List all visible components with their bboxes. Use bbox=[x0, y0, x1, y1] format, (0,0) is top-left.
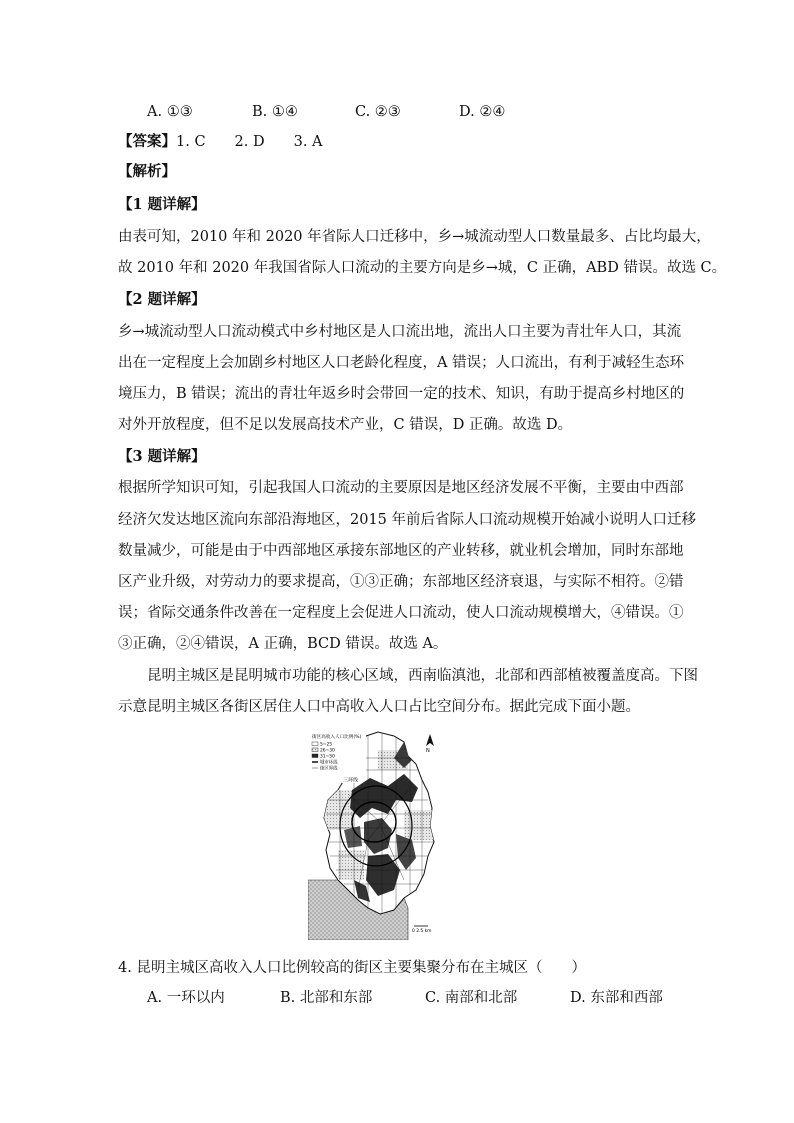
q3-option-d[interactable]: D. ②④ bbox=[459, 104, 506, 120]
legend-item-5: 街区界线 bbox=[320, 766, 338, 772]
q3-line-3: 数量减少，可能是由于中西部地区承接东部地区的产业转移，就业机会增加，同时东部地 bbox=[118, 543, 684, 559]
intro-line-2: 示意昆明主城区各街区居住人口中高收入人口占比空间分布。据此完成下面小题。 bbox=[118, 699, 640, 715]
q3-line-6: ③正确，②④错误，A 正确，BCD 错误。故选 A。 bbox=[118, 636, 448, 652]
intro-line-1: 昆明主城区是昆明城市功能的核心区域，西南临滇池，北部和西部植被覆盖度高。下图 bbox=[147, 668, 698, 684]
q2-line-4: 对外开放程度，但不足以发展高技术产业，C 错误，D 正确。故选 D。 bbox=[118, 417, 573, 433]
q4-option-d[interactable]: D. 东部和西部 bbox=[570, 990, 663, 1006]
q3-options bbox=[0, 102, 794, 122]
q2-header: 【2 题详解】 bbox=[118, 291, 206, 308]
answer-label: 【答案】 bbox=[118, 133, 176, 150]
q3-option-b[interactable]: B. ①④ bbox=[252, 104, 298, 120]
q3-line-4: 区产业升级，对劳动力的要求提高，①③正确；东部地区经济衰退，与实际不相符。②错 bbox=[118, 574, 684, 590]
north-arrow-icon bbox=[426, 734, 434, 746]
q3-line-5: 误；省际交通条件改善在一定程度上会促进人口流动，使人口流动规模增大，④错误。① bbox=[118, 605, 684, 621]
q1-header: 【1 题详解】 bbox=[118, 196, 206, 213]
legend-swatch-2 bbox=[312, 748, 318, 752]
legend-item-4: 城市环线 bbox=[320, 760, 338, 766]
map-legend-title: 街区高收入人口比例(%) bbox=[312, 735, 362, 740]
q2-line-1: 乡→城流动型人口流动模式中乡村地区是人口流出地，流出人口主要为青壮年人口，其流 bbox=[118, 324, 682, 340]
legend-swatch-1 bbox=[312, 742, 318, 746]
q4-option-b[interactable]: B. 北部和东部 bbox=[280, 990, 373, 1006]
kunming-map bbox=[308, 730, 440, 940]
ring-road-label: 三环线 bbox=[343, 777, 359, 784]
q4-options bbox=[0, 988, 794, 1008]
legend-item-1: 5~25 bbox=[320, 742, 333, 748]
kunming-map-figure bbox=[308, 730, 440, 940]
q2-line-2: 出在一定程度上会加剧乡村地区人口老龄化程度，A 错误；人口流出，有利于减轻生态环 bbox=[118, 355, 685, 371]
q3-header: 【3 题详解】 bbox=[118, 448, 206, 465]
answer-line bbox=[118, 132, 323, 152]
q1-line-1: 由表可知，2010 年和 2020 年省际人口迁移中，乡→城流动型人口数量最多、占比均最大， bbox=[118, 229, 711, 245]
legend-swatch-3 bbox=[312, 754, 318, 758]
scale-label: 0 2.5 km bbox=[412, 929, 432, 934]
legend-item-2: 26~30 bbox=[320, 748, 335, 754]
q3-line-1: 根据所学知识可知，引起我国人口流动的主要原因是地区经济发展不平衡，主要由中西部 bbox=[118, 480, 684, 496]
answer-text: 1. C 2. D 3. A bbox=[176, 134, 323, 150]
analysis-label: 【解析】 bbox=[118, 163, 176, 180]
q4-option-a[interactable]: A. 一环以内 bbox=[147, 990, 225, 1006]
legend-item-3: 31~50 bbox=[320, 754, 335, 760]
q2-line-3: 境压力，B 错误；流出的青壮年返乡时会带回一定的技术、知识，有助于提高乡村地区的 bbox=[118, 386, 685, 402]
q3-option-c[interactable]: C. ②③ bbox=[355, 104, 401, 120]
q4-option-c[interactable]: C. 南部和北部 bbox=[425, 990, 518, 1006]
north-label: N bbox=[426, 748, 430, 754]
q1-line-2: 故 2010 年和 2020 年我国省际人口流动的主要方向是乡→城，C 正确，ABD 错误。故选 C。 bbox=[118, 260, 727, 276]
q4-stem: 4. 昆明主城区高收入人口比例较高的街区主要集聚分布在主城区（ ） bbox=[118, 960, 586, 976]
q3-line-2: 经济欠发达地区流向东部沿海地区，2015 年前后省际人口流动规模开始减小说明人口迁移 bbox=[118, 512, 697, 528]
q3-option-a[interactable]: A. ①③ bbox=[147, 104, 193, 120]
